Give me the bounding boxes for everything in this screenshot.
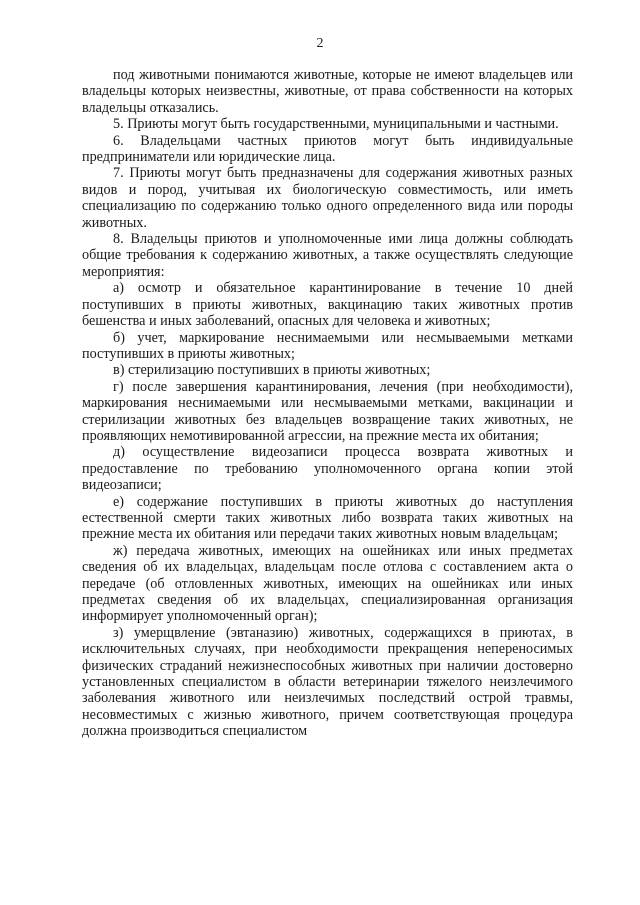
paragraph-definition-continuation: под животными понимаются животные, которые не имеют владельцев или владельцы которых неизвестны, животные, от права собственности на которых владельцы отказались. (82, 67, 573, 116)
paragraph-item-6: 6. Владельцами частных приютов могут быть индивидуальные предприниматели или юридические лица. (82, 132, 573, 166)
paragraph-item-5: 5. Приюты могут быть государственными, муниципальными и частными. (113, 116, 559, 133)
paragraph-subitem-a: а) осмотр и обязательное карантинирование в течение 10 дней поступивших в приюты животных, вакцинацию таких животных против бешенства и иных заболеваний, опасных для человека и животных; (82, 280, 573, 330)
paragraph-item-8: 8. Владельцы приютов и уполномоченные ими лица должны соблюдать общие требования к содержанию животных, а также осуществлять следующие мероприятия: (82, 231, 573, 280)
paragraph-item-7: 7. Приюты могут быть предназначены для содержания животных разных видов и пород, учитывая их биологическую совместимость, или иметь специализацию по содержанию только одного определенного вида или породы животных. (82, 165, 573, 231)
paragraph-subitem-b: б) учет, маркирование неснимаемыми или несмываемыми метками поступивших в приюты животных; (82, 329, 573, 362)
page-number: 2 (316, 36, 324, 51)
paragraph-subitem-v: в) стерилизацию поступивших в приюты животных; (113, 362, 431, 379)
paragraph-subitem-zh: ж) передача животных, имеющих на ошейниках или иных предметах сведения об их владельцах, владельцам после отлова с составлением акта о передаче (об отловленных животных, имеющих на ошейниках или иных предметах сведения об их владельцах, специализированная организация информирует уполномоченный орган); (82, 542, 573, 625)
document-body (82, 67, 573, 740)
paragraph-subitem-e: е) содержание поступивших в приюты животных до наступления естественной смерти таких животных либо возврата таких животных на прежние места их обитания или передачи таких животных новым владельцам; (82, 493, 573, 543)
paragraph-subitem-d: д) осуществление видеозаписи процесса возврата животных и предоставление по требованию уполномоченного органа копии этой видеозаписи; (82, 444, 573, 494)
paragraph-subitem-g: г) после завершения карантинирования, лечения (при необходимости), маркирования неснимаемыми или несмываемыми метками, вакцинации и стерилизации животных без владельцев возвращение таких животных, не проявляющих немотивированной агрессии, на прежние места их обитания; (82, 378, 573, 444)
paragraph-subitem-z: з) умерщвление (эвтаназию) животных, содержащихся в приютах, в исключительных случаях, при необходимости прекращения непереносимых физических страданий нежизнеспособных животных при наличии достоверно установленных специалистом в области ветеринарии тяжелого неизлечимого заболевания животного или неизлечимых последствий острой травмы, несовместимых с жизнью животного, причем соответствующая процедура должна производиться специалистом (82, 624, 573, 740)
